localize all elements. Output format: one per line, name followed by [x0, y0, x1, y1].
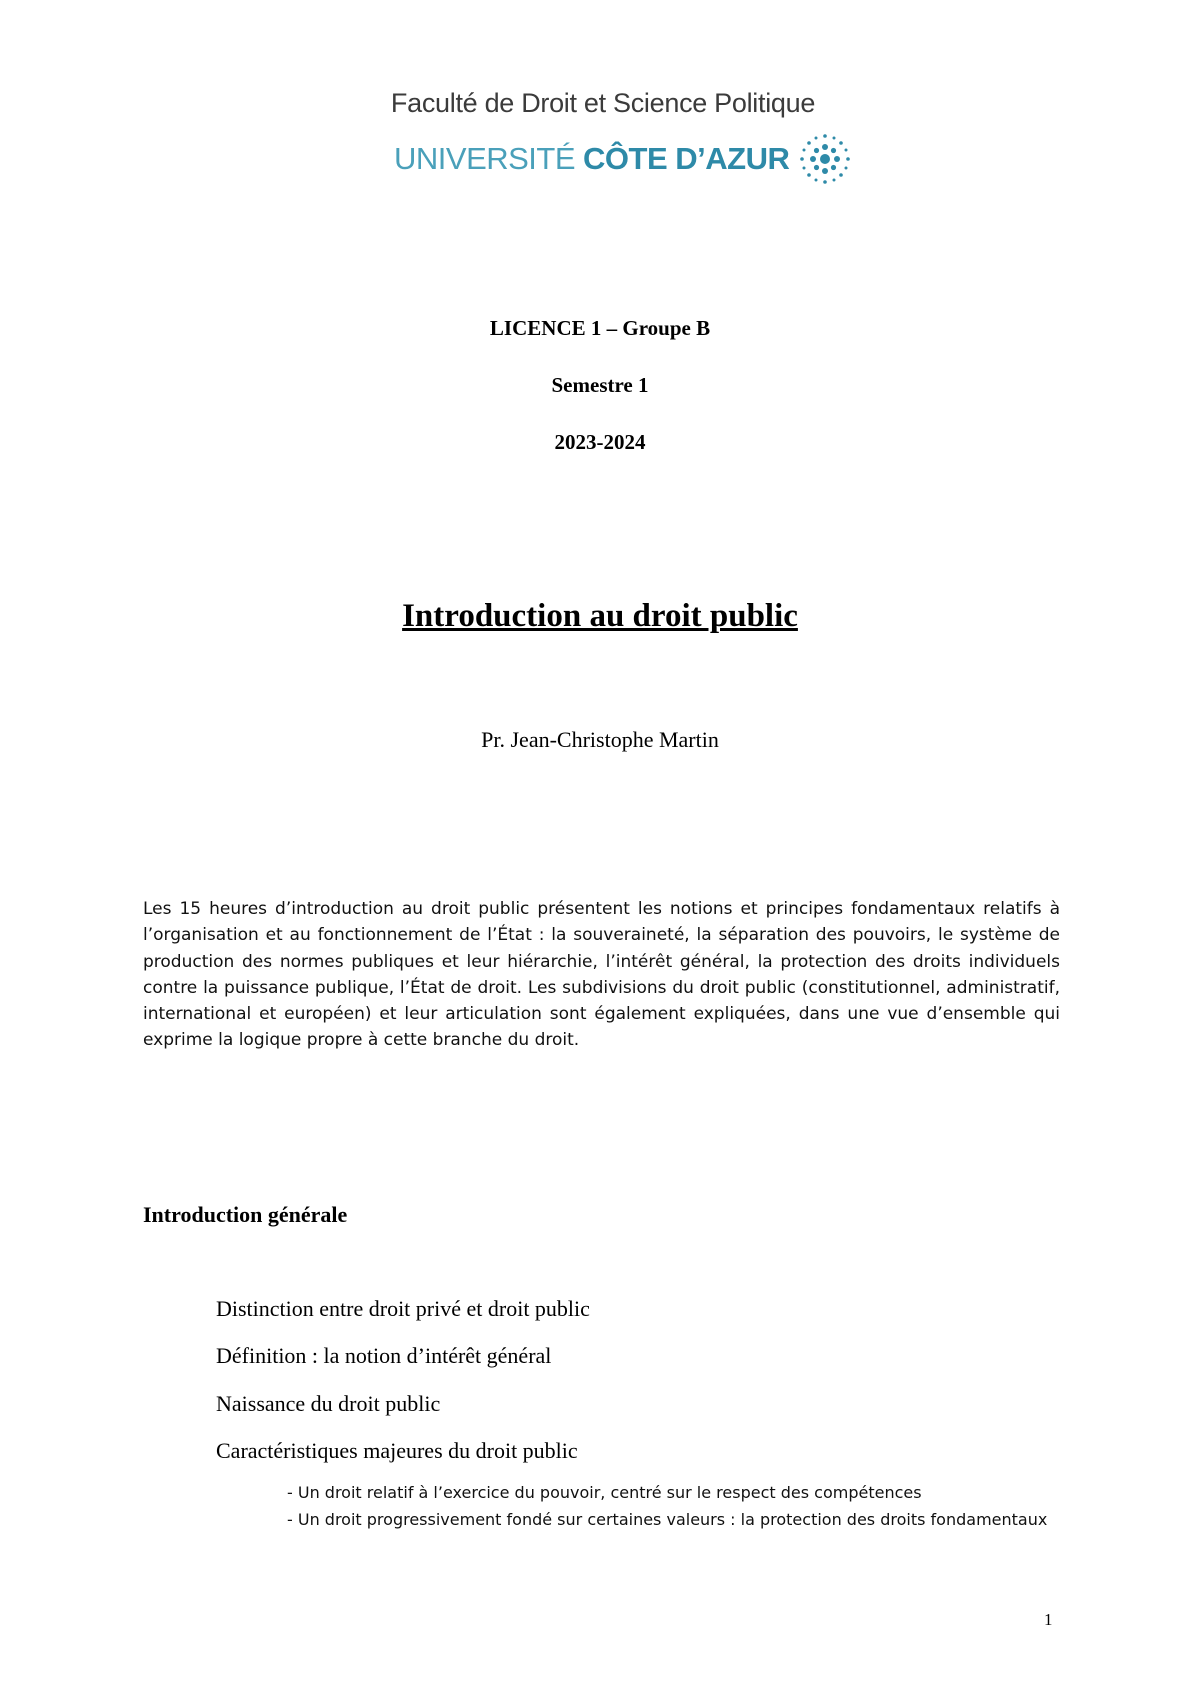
university-name-bold: CÔTE D’AZUR — [583, 141, 790, 176]
toc-item: Distinction entre droit privé et droit public — [216, 1296, 590, 1321]
program-line: LICENCE 1 – Groupe B — [489, 316, 711, 340]
university-name-light: UNIVERSITÉ — [394, 141, 576, 176]
page-number: 1 — [1044, 1610, 1053, 1629]
course-summary: Les 15 heures d’introduction au droit public présentent les notions et principes fondamentaux relatifs à l’organisation et au fonctionnement de l’État : la souveraineté, la séparation des pouvoirs, le système de production des normes publiques et leur hiérarchie, l’intérêt général, la protection des droits individuels contre la puissance publique, l’État de droit. Les subdivisions du droit public (constitutionnel, administratif, international et européen) et leur articulation sont également expliquées, dans une vue d’ensemble qui exprime la logique propre à cette branche du droit. — [143, 899, 1060, 1051]
toc-item: Naissance du droit public — [216, 1391, 441, 1416]
course-title: Introduction au droit public — [402, 598, 798, 634]
sub-item-list — [287, 1480, 1060, 1533]
starburst-dots-icon — [797, 131, 853, 187]
toc-item: Caractéristiques majeures du droit public — [216, 1438, 578, 1463]
toc-item: Définition : la notion d’intérêt général — [216, 1343, 552, 1368]
semester-line: Semestre 1 — [551, 373, 649, 397]
section-heading: Introduction générale — [143, 1202, 348, 1227]
author-name: Pr. Jean-Christophe Martin — [481, 727, 719, 752]
university-logo — [394, 132, 853, 186]
faculty-name: Faculté de Droit et Science Politique — [390, 88, 816, 118]
sub-item: - Un droit relatif à l’exercice du pouvoir, centré sur le respect des compétences — [287, 1483, 922, 1502]
sub-item: - Un droit progressivement fondé sur certaines valeurs : la protection des droits fondamentaux — [287, 1509, 1048, 1529]
academic-year: 2023-2024 — [554, 430, 646, 454]
